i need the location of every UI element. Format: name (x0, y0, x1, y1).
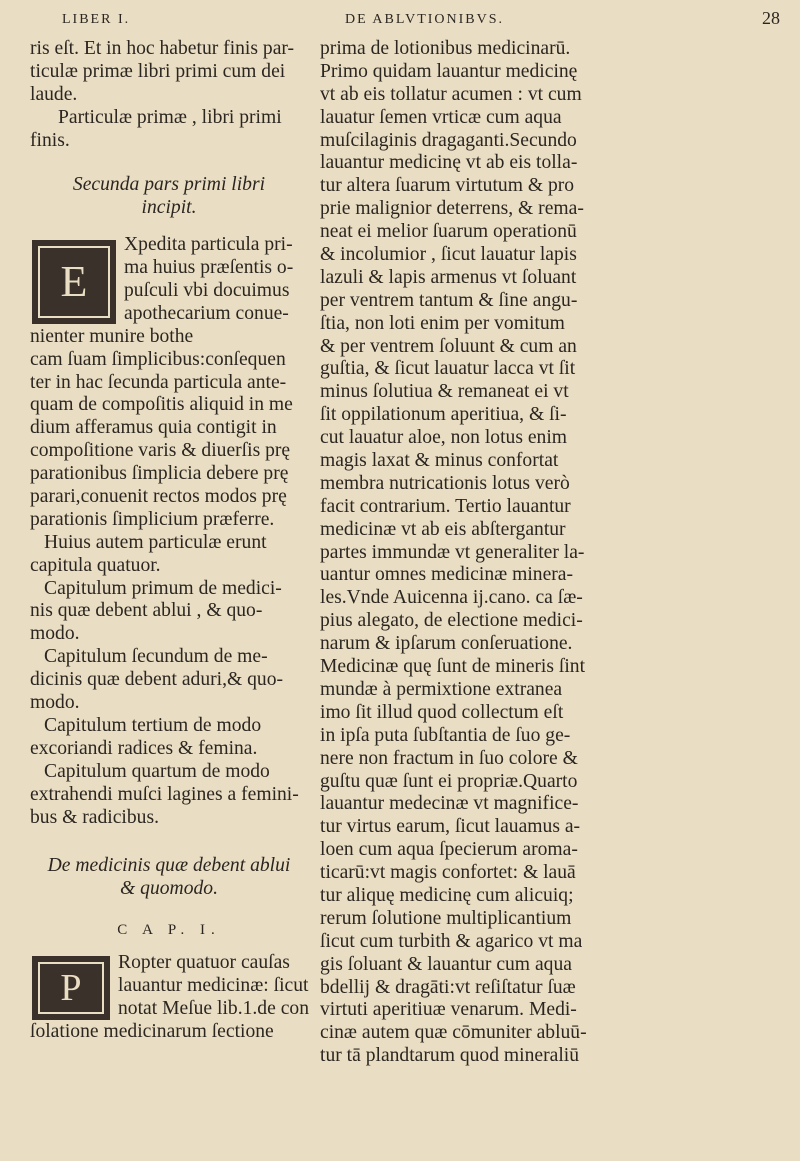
text-line: parari,conuenit rectos modos prę (30, 486, 287, 508)
chapter-list-line: extrahendi muſci lagines a femini- (30, 783, 299, 805)
text-line: lauantur medicinę vt ab eis tolla- (320, 152, 578, 174)
chapter-list-line: nis quæ debent ablui , & quo- (30, 600, 263, 622)
text-line: nienter munire bothe (30, 325, 194, 347)
text-line: tur altera ſuarum virtutum & pro (320, 175, 575, 197)
chapter-heading: & quomodo. (120, 878, 218, 900)
text-line: pius alegato, de electione medici- (320, 610, 583, 632)
text-line: virtuti aperitiuæ venarum. Medi- (320, 999, 577, 1021)
text-line: vt ab eis tollatur acumen : vt cum (320, 83, 582, 105)
text-line: dium afferamus quia contigit in (30, 417, 277, 439)
text-line: tur virtus earum, ſicut lauamus a- (320, 816, 581, 838)
text-line: tur tā plandtarum quod mineraliū (320, 1045, 580, 1067)
text-line: les.Vnde Auicenna ij.cano. ca ſæ- (320, 587, 583, 609)
text-line: quam de compoſitis aliquid in me (30, 394, 293, 416)
text-line: Xpedita particula pri- (124, 234, 293, 256)
text-line: Primo quidam lauantur medicinę (320, 60, 578, 82)
text-line: prima de lotionibus medicinarū. (320, 38, 571, 59)
text-line: Medicinæ quę ſunt de mineris ſint (320, 656, 586, 678)
text-line: puſculi vbi docuimus (124, 280, 290, 302)
text-line: laude. (30, 83, 78, 105)
running-header (30, 8, 780, 30)
text-line: muſcilaginis dragaganti.Secundo (320, 129, 577, 151)
text-line: uantur omnes medicinæ minera- (320, 564, 574, 586)
text-line: ma huius præſentis o- (124, 257, 294, 279)
section-heading: incipit. (141, 197, 197, 219)
text-line: ſicut cum turbith & agarico vt ma (320, 930, 583, 952)
text-line: in ipſa puta ſubſtantia de ſuo ge- (320, 724, 571, 746)
chapter-list-line: Capitulum primum de medici- (44, 577, 282, 599)
text-line: lazuli & lapis armenus vt ſoluant (320, 266, 577, 288)
left-column (30, 38, 308, 1044)
text-line: partes immundæ vt generaliter la- (320, 541, 585, 563)
text-line: gis ſoluant & lauantur cum aqua (320, 953, 572, 975)
text-line: medicinæ vt ab eis abſtergantur (320, 518, 566, 540)
text-line: Ropter quatuor cauſas (118, 952, 290, 974)
page-number: 28 (762, 8, 780, 28)
text-line: ter in hac ſecunda particula ante- (30, 371, 287, 393)
text-line: cut lauatur aloe, non lotus enim (320, 427, 568, 449)
text-line: narum & ipſarum conſeruatione. (320, 633, 573, 655)
text-line: notat Meſue lib.1.de con (118, 997, 309, 1019)
text-line: minus ſolutiua & remaneat ei vt (320, 381, 569, 403)
text-line: prie malignior deterrens, & rema- (320, 198, 584, 220)
chapter-list-line: modo. (30, 623, 80, 645)
text-line: ſtia, non loti enim per vomitum (320, 312, 565, 334)
chapter-list-line: Capitulum tertium de modo (44, 714, 262, 736)
chapter-list-line: Capitulum ſecundum de me- (44, 646, 268, 668)
chapter-heading: De medicinis quæ debent ablui (47, 855, 291, 877)
text-line: ſit oppilationum aperitiua, & ſi- (320, 404, 567, 426)
text-line: Huius autem particulæ erunt (44, 531, 267, 553)
text-line: lauantur medecinæ vt magnifice- (320, 793, 579, 815)
section-heading: Secunda pars primi libri (72, 174, 266, 196)
text-line: loen cum aqua ſpecierum aroma- (320, 839, 578, 861)
text-line: tur aliquę medicinę cum alicuiq; (320, 884, 574, 906)
text-line: ris eſt. Et in hoc habetur finis par- (30, 38, 295, 59)
text-line: capitula quatuor. (30, 554, 161, 576)
chapter-list-line: excoriandi radices & femina. (30, 737, 258, 759)
text-line: parationibus ſimplicia debere prę (30, 463, 289, 485)
text-line: ſolatione medicinarum ſectione (30, 1020, 274, 1042)
text-line: cam ſuam ſimplicibus:conſequen (30, 348, 286, 370)
header-title: DE ABLVTIONIBVS. (345, 12, 505, 27)
text-line: bdellij & dragāti:vt reſiſtatur ſuæ (320, 976, 576, 998)
text-line: compoſitione varis & diuerſis prę (30, 440, 291, 462)
text-line: facit contrarium. Tertio lauantur (320, 495, 571, 517)
text-line: cinæ autem quæ cōmuniter abluū- (320, 1022, 587, 1044)
text-line: imo ſit illud quod collectum eſt (320, 701, 564, 723)
text-line: lauatur ſemen vrticæ cum aqua (320, 106, 562, 128)
header-book: LIBER I. (62, 12, 131, 27)
chapter-initial-paragraph (30, 952, 308, 1021)
chapter-label: C A P. I. (117, 922, 221, 939)
text-line: & per ventrem ſoluunt & cum an (320, 335, 577, 357)
text-line: finis. (30, 129, 70, 151)
chapter-list-line: Capitulum quartum de modo (44, 760, 270, 782)
text-line: parationis ſimplicium præferre. (30, 508, 275, 530)
text-line: neat ei melior ſuarum operationū (320, 221, 577, 243)
text-line: mundæ à permixtione extranea (320, 678, 563, 700)
text-line: ticulæ primæ libri primi cum dei (30, 60, 286, 82)
text-line: rerum ſolutione multiplicantium (320, 907, 572, 929)
text-line: & incolumior , ſicut lauatur lapis (320, 244, 577, 266)
decorated-initial-p: P (32, 956, 110, 1020)
text-line: ticarū:vt magis confortet: & lauā (320, 862, 576, 884)
text-line: per ventrem tantum & ſine angu- (320, 289, 578, 311)
initial-paragraph (30, 234, 308, 348)
right-column (320, 38, 783, 1068)
text-line: Particulæ primæ , libri primi (58, 106, 282, 128)
decorated-initial-e: E (32, 240, 116, 324)
text-line: magis laxat & minus confortat (320, 450, 559, 472)
text-line: apothecarium conue- (124, 302, 289, 324)
text-line: membra nutricationis lotus verò (320, 472, 570, 494)
text-line: nere non fractum in ſuo colore & (320, 747, 578, 769)
text-line: guſtia, & ſicut lauatur lacca vt ſit (320, 358, 576, 380)
text-line: lauantur medicinæ: ſicut (118, 974, 309, 996)
text-line: guſtu quæ ſunt ei propriæ.Quarto (320, 770, 578, 792)
chapter-list-line: modo. (30, 692, 80, 714)
chapter-list-line: bus & radicibus. (30, 806, 159, 828)
chapter-list-line: dicinis quæ debent aduri,& quo- (30, 669, 284, 691)
